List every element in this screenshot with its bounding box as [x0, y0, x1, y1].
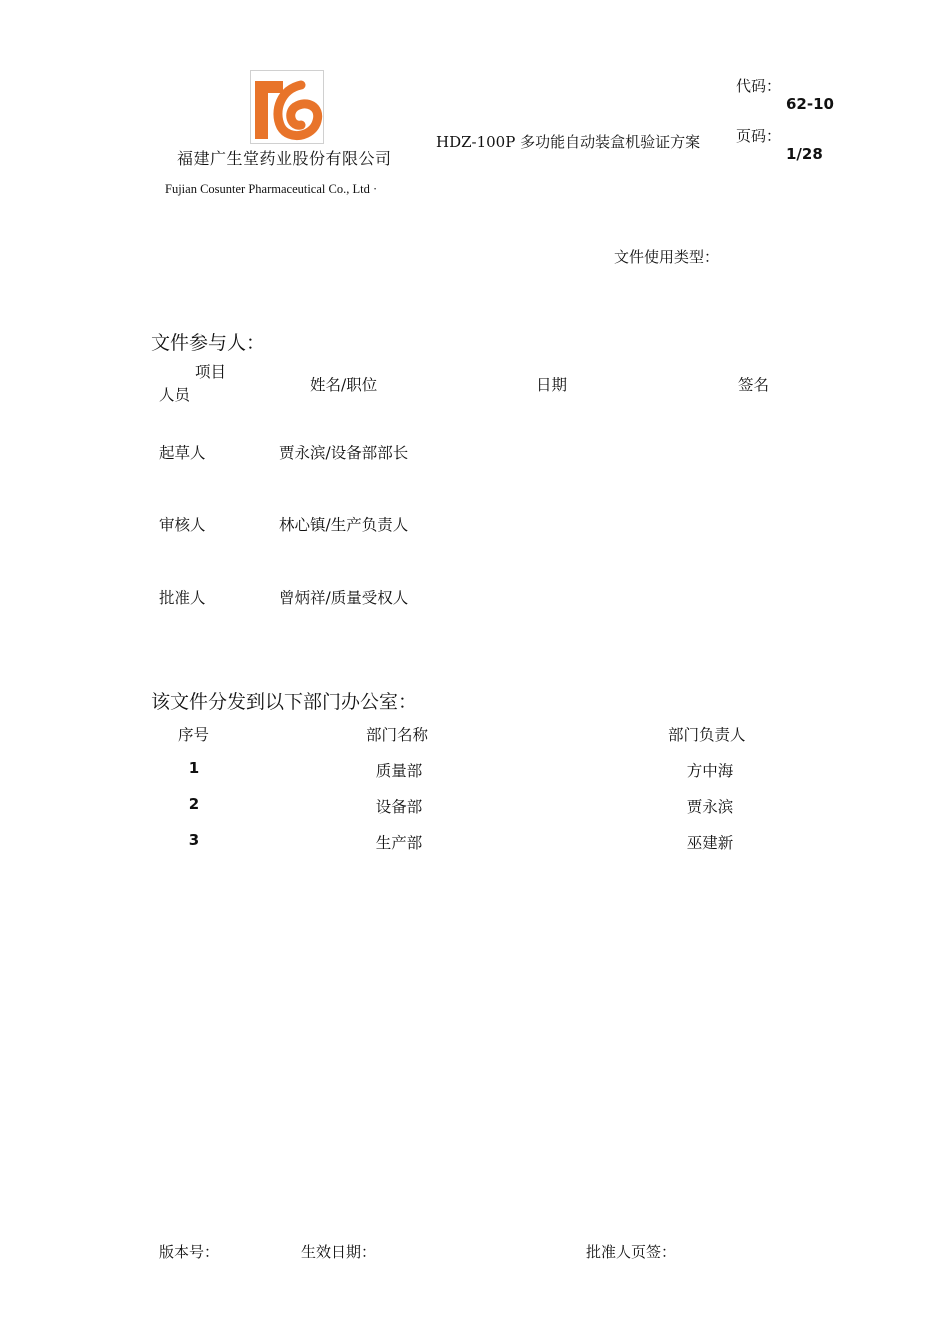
- participant-role: 起草人: [159, 444, 206, 462]
- header-signature: 签名: [738, 376, 770, 394]
- distribution-title: 该文件分发到以下部门办公室：: [151, 691, 418, 713]
- distribution-head: 巫建新: [686, 834, 734, 852]
- logo-icon: [251, 71, 323, 143]
- approver-sign-label: 批准人页签：: [586, 1243, 677, 1261]
- distribution-seq: 1: [188, 759, 200, 777]
- distribution-seq: 2: [188, 795, 200, 813]
- version-label: 版本号：: [159, 1243, 220, 1261]
- distribution-dept: 生产部: [375, 834, 423, 852]
- participant-role: 审核人: [159, 516, 206, 534]
- effective-date-label: 生效日期：: [301, 1243, 377, 1261]
- header-name-position: 姓名/职位: [310, 376, 378, 394]
- participant-name: 曾炳祥/质量受权人: [279, 589, 409, 607]
- distribution-header-head: 部门负责人: [668, 726, 746, 744]
- participant-role: 批准人: [159, 589, 206, 607]
- participant-name: 贾永滨/设备部部长: [279, 444, 409, 462]
- distribution-head: 贾永滨: [686, 798, 734, 816]
- usage-type-label: 文件使用类型：: [614, 248, 720, 266]
- header-item: 项目: [195, 363, 227, 381]
- document-title: HDZ-100P 多功能自动装盒机验证方案: [436, 133, 701, 151]
- distribution-head: 方中海: [686, 762, 734, 780]
- company-name-cn: 福建广生堂药业股份有限公司: [177, 149, 392, 168]
- participants-title: 文件参与人：: [151, 332, 266, 354]
- header-person: 人员: [159, 386, 191, 404]
- page-label: 页码：: [736, 127, 782, 145]
- distribution-dept: 设备部: [375, 798, 423, 816]
- code-label: 代码：: [736, 77, 782, 95]
- distribution-seq: 3: [188, 831, 200, 849]
- company-name-en: Fujian Cosunter Pharmaceutical Co., Ltd ·: [165, 182, 378, 196]
- participant-name: 林心镇/生产负责人: [279, 516, 409, 534]
- distribution-dept: 质量部: [375, 762, 423, 780]
- distribution-header-dept: 部门名称: [366, 726, 429, 744]
- code-value: 62-10: [786, 95, 834, 113]
- page-value: 1/28: [786, 145, 823, 163]
- header-date: 日期: [536, 376, 568, 394]
- distribution-header-seq: 序号: [178, 726, 210, 744]
- company-logo: [250, 70, 324, 144]
